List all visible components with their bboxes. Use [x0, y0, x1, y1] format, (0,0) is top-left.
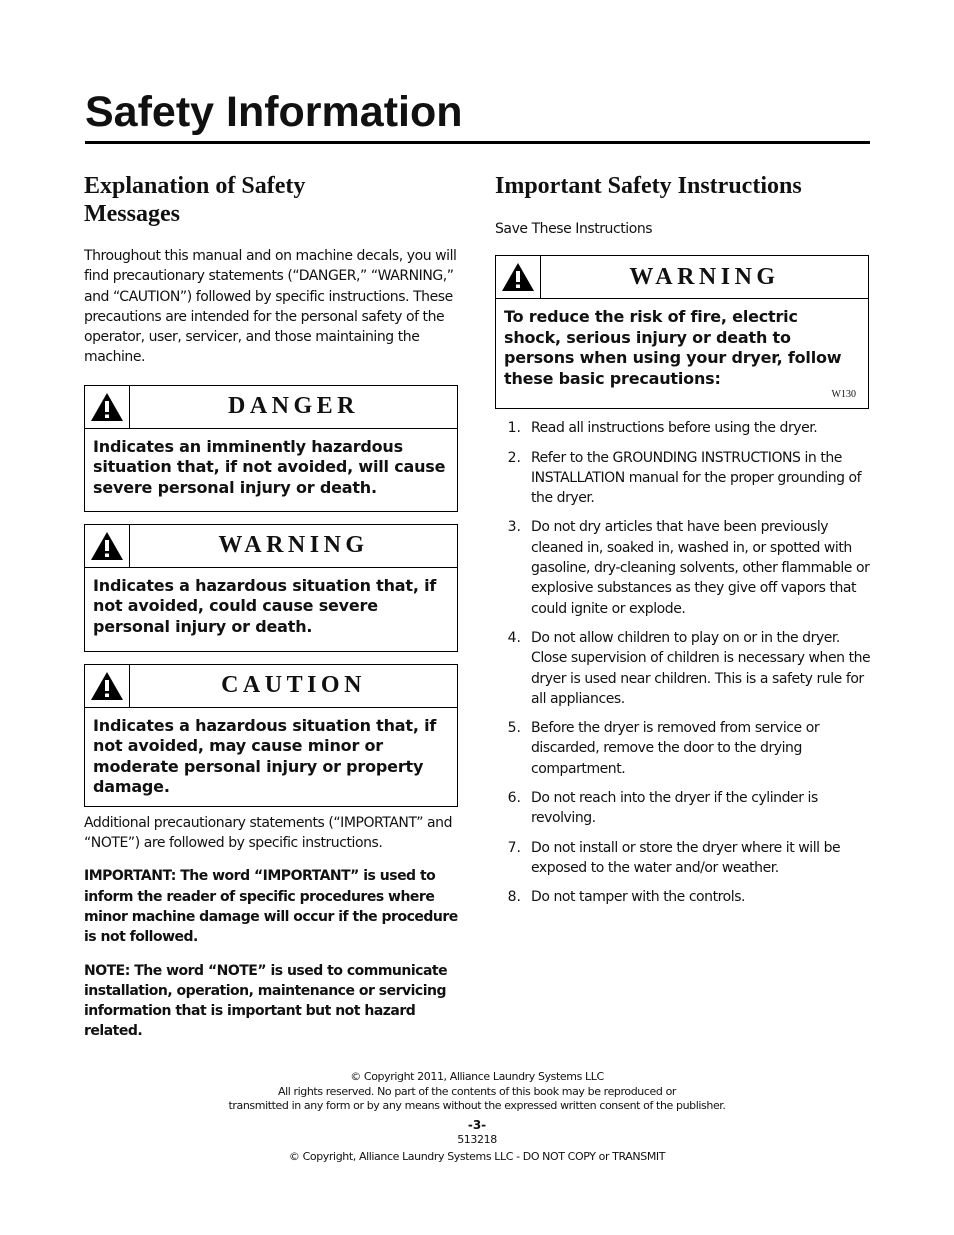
- note-text: NOTE: The word “NOTE” is used to communicate installation, operation, maintenance or servicing information that is important but not hazard related.: [84, 962, 448, 1040]
- explanation-section: [84, 172, 458, 1042]
- list-item-number: 2.: [507, 449, 521, 466]
- list-item-text: Do not tamper with the controls.: [531, 889, 746, 906]
- warning-text: Indicates a hazardous situation that, if not avoided, could cause severe personal injury or death.: [93, 575, 437, 636]
- instructions-warning-header: [496, 256, 868, 299]
- list-item-number: 5.: [507, 720, 521, 737]
- list-item: [495, 448, 871, 509]
- list-item-text: Do not allow children to play on or in the dryer. Close supervision of children is necessary when the dryer is used near children. This is a safety rule for all appliances.: [531, 629, 871, 707]
- list-item-text: Do not dry articles that have been previously cleaned in, soaked in, washed in, or spotted with gasoline, dry-cleaning solvents, other flammable or explosive substances as they give off vapors that could ignite or explode.: [531, 519, 870, 617]
- copyright-line-2: All rights reserved. No part of the contents of this book may be reproduced or: [277, 1084, 677, 1098]
- danger-box: [84, 385, 458, 512]
- list-item-number: 8.: [507, 889, 521, 906]
- caution-signal-word: CAUTION: [221, 672, 366, 699]
- danger-box-header: [85, 386, 457, 429]
- additional-statements: Additional precautionary statements (“IMPORTANT” and “NOTE”) are followed by specific instructions.: [84, 814, 453, 852]
- danger-signal-word: DANGER: [227, 393, 359, 420]
- explanation-intro: Throughout this manual and on machine decals, you will find precautionary statements (“DANGER,” “WARNING,” and “CAUTION”) followed by specific instructions. These precautions are intended for the personal safety of the operator, user, servicer, and those maintaining the machine.: [84, 248, 457, 366]
- instructions-warning-signal: WARNING: [629, 263, 780, 290]
- instructions-warning-box: [495, 255, 869, 409]
- list-item: [495, 788, 871, 829]
- copyright-line-1: © Copyright 2011, Alliance Laundry Systems LLC: [350, 1070, 604, 1083]
- document-number: 513218: [457, 1132, 497, 1146]
- copy-notice: © Copyright, Alliance Laundry Systems LLC - DO NOT COPY or TRANSMIT: [288, 1150, 666, 1163]
- important-note: IMPORTANT: The word “IMPORTANT” is used to inform the reader of specific procedures where minor machine damage will occur if the procedure is not followed.: [84, 868, 458, 946]
- warning-code: W130: [831, 389, 856, 401]
- explanation-heading: Explanation of Safety Messages: [84, 173, 306, 227]
- list-item: [495, 887, 871, 907]
- list-item-text: Before the dryer is removed from service or discarded, remove the door to the drying compartment.: [531, 720, 820, 777]
- list-item-number: 7.: [507, 839, 521, 856]
- list-item-text: Refer to the GROUNDING INSTRUCTIONS in the INSTALLATION manual for the proper grounding of the dryer.: [531, 449, 862, 507]
- warning-box-header: [85, 525, 457, 568]
- danger-text: Indicates an imminently hazardous situation that, if not avoided, will cause severe personal injury or death.: [93, 436, 446, 497]
- warning-triangle-icon: [85, 665, 130, 707]
- list-item-number: 3.: [507, 519, 521, 536]
- list-item: [495, 718, 871, 779]
- list-item: [495, 628, 871, 709]
- caution-text: Indicates a hazardous situation that, if not avoided, may cause minor or moderate personal injury or property damage.: [93, 715, 437, 797]
- copyright-line-3: transmitted in any form or by any means without the expressed written consent of the publisher.: [228, 1099, 726, 1112]
- list-item-text: Do not reach into the dryer if the cylinder is revolving.: [531, 790, 818, 827]
- caution-box: [84, 664, 458, 807]
- page-title: Safety Information: [85, 88, 463, 136]
- save-instructions: Save These Instructions: [495, 221, 653, 237]
- list-item-number: 4.: [507, 629, 521, 646]
- list-item: [495, 838, 871, 879]
- list-item: [495, 517, 871, 618]
- title-rule: [85, 141, 870, 144]
- list-item-text: Do not install or store the dryer where it will be exposed to the water and/or weather.: [531, 839, 841, 876]
- precautions-list: [495, 418, 871, 907]
- list-item-text: Read all instructions before using the dryer.: [531, 420, 818, 437]
- instructions-warning-text: To reduce the risk of fire, electric shock, serious injury or death to persons when using your dryer, follow these basic precautions:: [504, 307, 842, 388]
- caution-box-header: [85, 665, 457, 708]
- warning-triangle-icon: [85, 386, 130, 428]
- warning-box: [84, 524, 458, 652]
- list-item-number: 6.: [507, 790, 521, 807]
- page-number: -3-: [467, 1117, 487, 1132]
- warning-triangle-icon: [85, 525, 130, 567]
- page-footer: [0, 1070, 954, 1165]
- list-item: [495, 418, 871, 438]
- warning-triangle-icon: [496, 256, 541, 298]
- instructions-heading: Important Safety Instructions: [495, 173, 802, 199]
- instructions-section: [495, 172, 871, 917]
- warning-signal-word: WARNING: [218, 532, 369, 559]
- list-item-number: 1.: [507, 420, 521, 437]
